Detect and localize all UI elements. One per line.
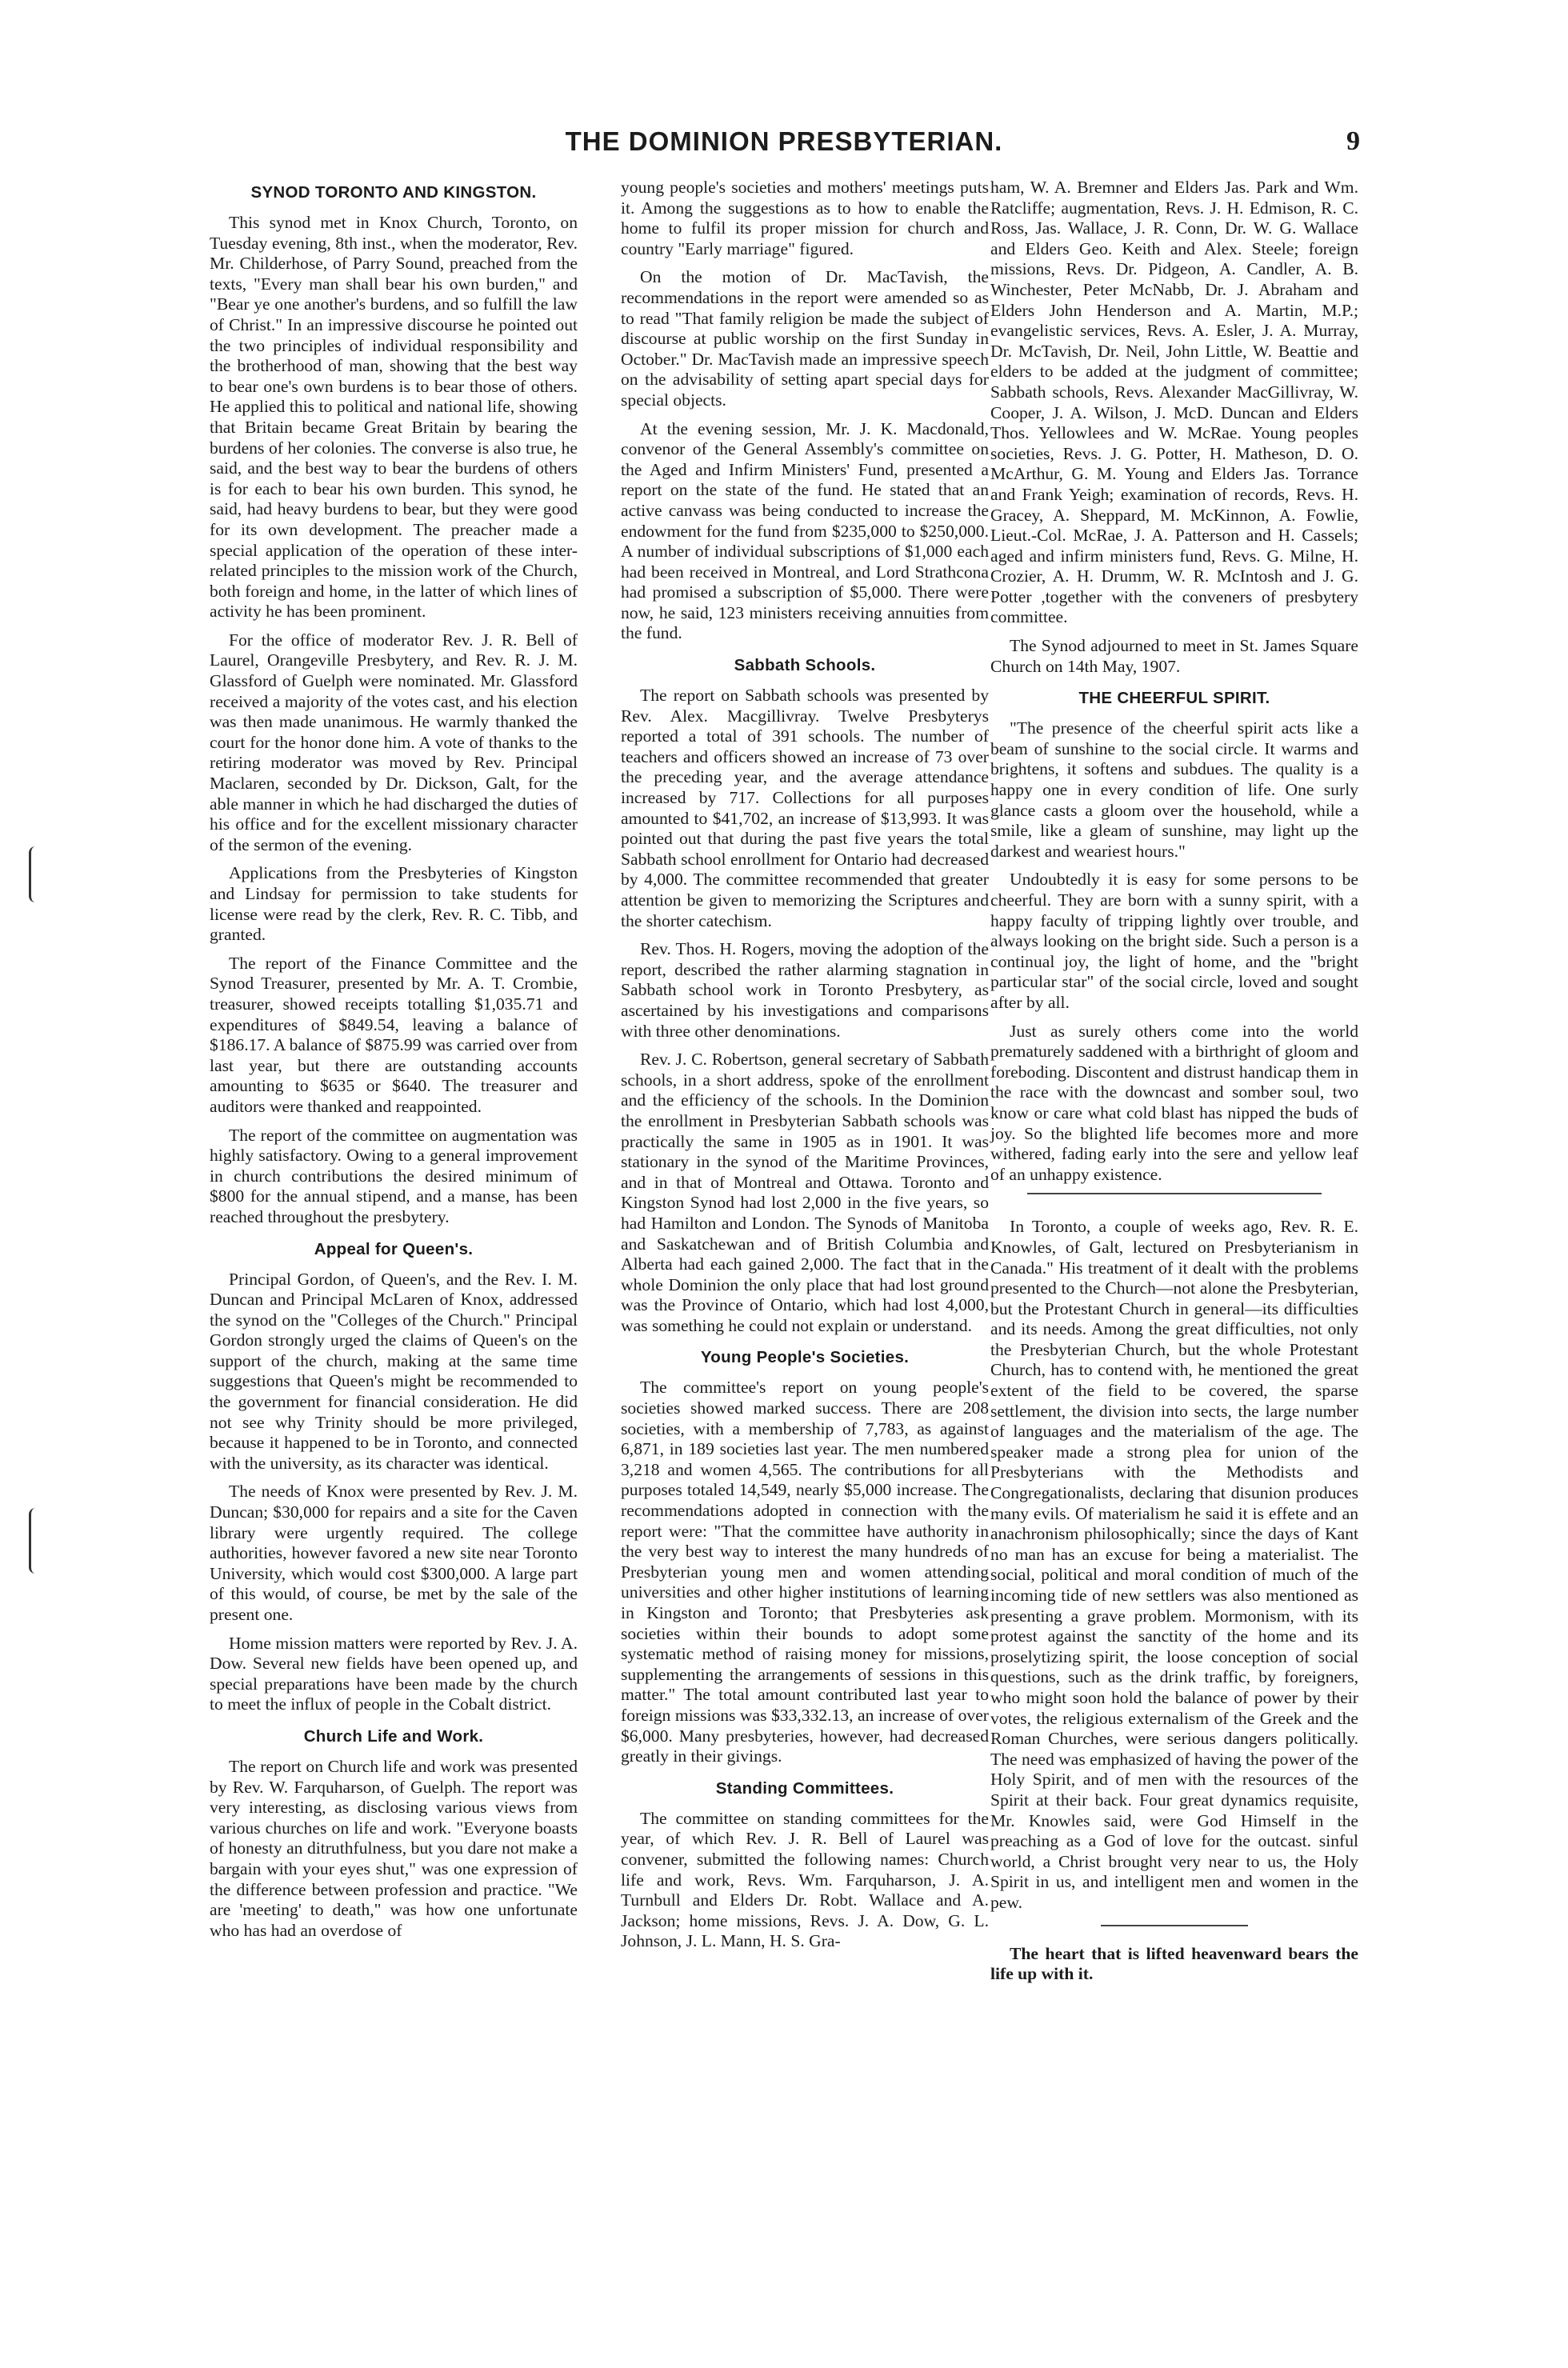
page-title: THE DOMINION PRESBYTERIAN. <box>565 126 1003 156</box>
paragraph: The needs of Knox were presented by Rev. J. M. Duncan; $30,000 for repairs and a site for the Caven library were urgently required. The college authorities, however favored a new site near Toronto University, which would cost $300,000. A large part of this would, of course, be met by the sale of the present one. <box>210 1482 578 1624</box>
paragraph: The report on Sabbath schools was presented by Rev. Alex. Macgillivray. Twelve Presbyterys reported a total of 391 schools. The number of teachers and officers showed an increase of 73 over the preceding year, and the average attendance increased by 717. Collections for all purposes amounted to $41,702, an increase of $13,993. It was pointed out that during the past five years the total Sabbath school enrollment for Ontario had decreased by 4,000. The committee recommended that greater attention be given to memorizing the Scriptures and the shorter catechism. <box>621 686 989 930</box>
paragraph: Rev. J. C. Robertson, general secretary of Sabbath schools, in a short address, spoke of the enrollment and the efficiency of the schools. In the Dominion the enrollment in Presbyterian Sabbath schools was practically the same in 1905 as in 1901. It was stationary in the synod of the Maritime Provinces, and in that of Montreal and Ottawa. Toronto and Kingston Synod had lost 2,000 in the five years, so had Hamilton and London. The Synods of Manitoba and Saskatchewan and of British Columbia and Alberta had each gained 2,000. The fact that in the whole Dominion the only place that had lost ground was the Province of Ontario, which had lost 4,000, was something he could not explain or understand. <box>621 1050 989 1335</box>
heading-church-life-and-work: Church Life and Work. <box>303 1726 484 1746</box>
paragraph: ham, W. A. Bremner and Elders Jas. Park and Wm. Ratcliffe; augmentation, Revs. J. H. Edmison, R. C. Ross, Jas. Wallace, J. R. Conn, Dr. W. G. Wallace and Elders Geo. Keith and Alex. Steele; foreign missions, Revs. Dr. Pidgeon, A. Candler, A. B. Winchester, Peter McNabb, Dr. J. Abraham and Elders John Henderson and A. Martin, M.P.; evangelistic services, Revs. A. Esler, J. A. Murray, Dr. McTavish, Dr. Neil, John Little, W. Beattie and elders to be added at the judgment of committee; Sabbath schools, Revs. Alexander MacGillivray, W. Cooper, J. A. Wilson, J. McD. Duncan and Elders Thos. Yellowlees and W. McRae. Young peoples societies, Revs. J. G. Potter, H. Matheson, D. O. McArthur, G. M. Young and Elders Jas. Torrance and Frank Yeigh; examination of records, Revs. H. Gracey, A. Sheppard, M. McKinnon, A. Fowlie, Lieut.-Col. McRae, J. A. Patterson and H. Cassels; aged and infirm ministers fund, Revs. G. Milne, H. Crozier, A. H. Drumm, W. R. McIntosh and J. G. Potter ,together with the conveners of presbytery committee. <box>990 178 1358 627</box>
binding-mark-upper <box>29 846 42 902</box>
paragraph: The report of the Finance Committee and the Synod Treasurer, presented by Mr. A. T. Crombie, treasurer, showed receipts totalling $1,035.71 and expenditures of $849.54, leaving a balance of $186.17. A balance of $875.99 was carried over from last year, but there are outstanding accounts amounting to $635 or $640. The treasurer and auditors were thanked and reappointed. <box>210 953 578 1116</box>
paragraph: young people's societies and mothers' meetings puts it. Among the suggestions as to how to enable the home to fulfil its proper mission for church and country "Early marriage" figured. <box>621 178 989 258</box>
paragraph: In Toronto, a couple of weeks ago, Rev. R. E. Knowles, of Galt, lectured on Presbyterianism in Canada." His treatment of it dealt with the problems presented to the Church—not alone the Presbyterian, but the Protestant Church in general—its difficulties and its needs. Among the great difficulties, not only the Presbyterian Church, but the whole Protestant Church, has to contend with, he mentioned the great extent of the field to be covered, the sparse settlement, the division into sects, the large number of languages and the materialism of the age. The speaker made a strong plea for union of the Presbyterians with the Methodists and Congregationalists, declaring that disunion produces many evils. Of materialism he said it is effete and an anachronism philosophically; since the days of Kant no man has an excuse for being a materialist. The social, political and moral condition of much of the incoming tide of new settlers was also mentioned as presenting a grave problem. Mormonism, with its protest against the sanctity of the home and its proselytizing spirit, the loose conception of social questions, such as the drink traffic, by foreigners, who might soon hold the balance of power by their votes, the religious externalism of the Greek and the Roman Churches, were serious dangers politically. The need was emphasized of having the power of the Holy Spirit, and of men with the resources of the Spirit at their back. Four great dynamics requisite, Mr. Knowles said, were God Himself in the preaching as a God of love for the outcast. sinful world, a Christ brought very near to us, the Holy Spirit in us, and intelligent men and women in the pew. <box>990 1217 1358 1912</box>
paragraph: "The presence of the cheerful spirit acts like a beam of sunshine to the social circle. It warms and brightens, it softens and subdues. The quality is a happy one in every condition of life. One surly glance casts a gloom over the household, while a smile, like a gleam of sunshine, may light up the darkest and weariest hours." <box>990 718 1358 861</box>
paragraph: The report on Church life and work was presented by Rev. W. Farquharson, of Guelph. The report was very interesting, as disclosing various views from various churches on life and work. "Everyone boasts of honesty an ditruthfulness, but you dare not make a bargain with your eyes shut," was one expression of the difference between profession and practice. "We are 'meeting' to death," was how one unfortunate who has had an overdose of <box>210 1756 578 1940</box>
paragraph: Applications from the Presbyteries of Kingston and Lindsay for permission to take students for license were read by the clerk, Rev. R. C. Tibb, and granted. <box>210 863 578 945</box>
column-3 <box>990 178 1358 1993</box>
paragraph: On the motion of Dr. MacTavish, the recommendations in the report were amended so as to read "That family religion be made the subject of discourse at public worship on the first Sunday in October." Dr. MacTavish made an impressive speech on the advisability of setting apart special days for special objects. <box>621 267 989 410</box>
paragraph: Rev. Thos. H. Rogers, moving the adoption of the report, described the rather alarming stagnation in Sabbath school work in Toronto Presbytery, as ascertained by his investigations and comparisons with three other denominations. <box>621 939 989 1041</box>
paragraph: This synod met in Knox Church, Toronto, on Tuesday evening, 8th inst., when the moderator, Rev. Mr. Childerhose, of Parry Sound, preached from the texts, "Every man shall bear his own burden," and "Bear ye one another's burdens, and so fulfill the law of Christ." In an impressive discourse he pointed out the two principles of individual responsibility and the brotherhood of man, showing that the best way to bear one's own burdens is to bear those of others. He applied this to political and national life, showing that Britain became Great Britain by bearing the burdens of her colonies. The converse is also true, he said, and the best way to bear the burdens of others is for each to bear his own burden. This synod, he said, had heavy burdens to bear, but they were good for its own development. The preacher made a special application of the operation of these inter-related principles to the mission work of the Church, both foreign and home, in the latter of which lines of activity he has been prominent. <box>210 213 578 622</box>
heading-sabbath-schools: Sabbath Schools. <box>734 656 876 675</box>
heading-standing-committees: Standing Committees. <box>715 1778 894 1798</box>
section-divider <box>1101 1925 1248 1926</box>
closing-quote: The heart that is lifted heavenward bears the life up with it. <box>990 1943 1358 1984</box>
paragraph: Principal Gordon, of Queen's, and the Rev. I. M. Duncan and Principal McLaren of Knox, addressed the synod on the "Colleges of the Church." Principal Gordon strongly urged the claims of Queen's on the support of the church, making at the same time suggestions that Queen's might be recommended to the government for financial consideration. He did not see why Trinity should be more privileged, because it happened to be in Toronto, and connected with the university, as its character was identical. <box>210 1269 578 1473</box>
page-header <box>208 126 1360 171</box>
paragraph: For the office of moderator Rev. J. R. Bell of Laurel, Orangeville Presbytery, and Rev. R. J. M. Glassford of Guelph were nominated. Mr. Glassford received a majority of the votes cast, and his election was then made unanimous. He warmly thanked the court for the honor done him. A vote of thanks to the retiring moderator was moved by Rev. Principal Maclaren, seconded by Dr. Dickson, Galt, for the able manner in which he had discharged the duties of his office and for the excellent missionary character of the sermon of the evening. <box>210 630 578 854</box>
binding-mark-lower <box>29 1508 42 1574</box>
heading-appeal-for-queens: Appeal for Queen's. <box>314 1239 474 1258</box>
paragraph: At the evening session, Mr. J. K. Macdonald, convenor of the General Assembly's committee on the Aged and Infirm Ministers' Fund, presented a report on the state of the fund. He stated that an active canvass was being conducted to increase the endowment for the fund from $235,000 to $250,000. A number of individual subscriptions of $1,000 each had been received in Montreal, and Lord Strathcona had promised a subscription of $5,000. There were now, he said, 123 ministers receiving annuities from the fund. <box>621 418 989 643</box>
section-divider <box>1027 1193 1322 1194</box>
heading-synod: SYNOD TORONTO AND KINGSTON. <box>250 183 537 202</box>
page-number: 9 <box>1346 126 1360 156</box>
paragraph: The report of the committee on augmentation was highly satisfactory. Owing to a general improvement in church contributions the desired minimum of $800 for the annual stipend, and a manse, has been reached throughout the presbytery. <box>210 1125 578 1226</box>
paragraph: The committee on standing committees for the year, of which Rev. J. R. Bell of Laurel was convener, submitted the following names: Church life and work, Revs. Wm. Farquharson, J. A. Turnbull and Elders Dr. Robt. Wallace and A. Jackson; home missions, Revs. J. A. Dow, G. L. Johnson, J. L. Mann, H. S. Gra- <box>621 1808 989 1951</box>
heading-the-cheerful-spirit: THE CHEERFUL SPIRIT. <box>1078 689 1270 708</box>
paragraph: The Synod adjourned to meet in St. James Square Church on 14th May, 1907. <box>990 636 1358 676</box>
paragraph: The committee's report on young people's societies showed marked success. There are 208 societies, with a membership of 7,783, as against 6,871, in 189 societies last year. The men numbered 3,218 and women 4,565. The contributions for all purposes totaled 14,549, nearly $5,000 increase. The recommendations adopted in connection with the report were: "That the committee have authority in the very best way to interest the many hundreds of Presbyterian young men and women attending universities and other higher institutions of learning in Kingston and Toronto; that Presbyteries ask societies within their bounds to adopt some systematic method of raising money for missions, supplementing the arrangements of sessions in this matter." The total amount contributed last year to foreign missions was $33,332.13, an increase of over $6,000. Many presbyteries, however, had decreased greatly in their givings. <box>621 1378 989 1766</box>
paragraph: Just as surely others come into the world prematurely saddened with a birthright of gloom and foreboding. Discontent and distrust handicap them in the race with the downcast and somber soul, two know or care what cold blast has nipped the buds of joy. So the blighted life becomes more and more withered, fading early into the sere and yellow leaf of an unhappy existence. <box>990 1021 1358 1184</box>
paragraph: Undoubtedly it is easy for some persons to be cheerful. They are born with a sunny spirit, with a happy faculty of tripping lightly over trouble, and always looking on the bright side. Such a person is a continual joy, the light of home, and the "bright particular star" of the social circle, loved and sought after by all. <box>990 870 1358 1012</box>
column-1 <box>210 178 578 1949</box>
paragraph: Home mission matters were reported by Rev. J. A. Dow. Several new fields have been opened up, and special preparations have been made by the church to meet the influx of people in the Cobalt district. <box>210 1633 578 1714</box>
heading-young-peoples-societies: Young People's Societies. <box>700 1348 910 1367</box>
column-2 <box>621 178 989 1960</box>
